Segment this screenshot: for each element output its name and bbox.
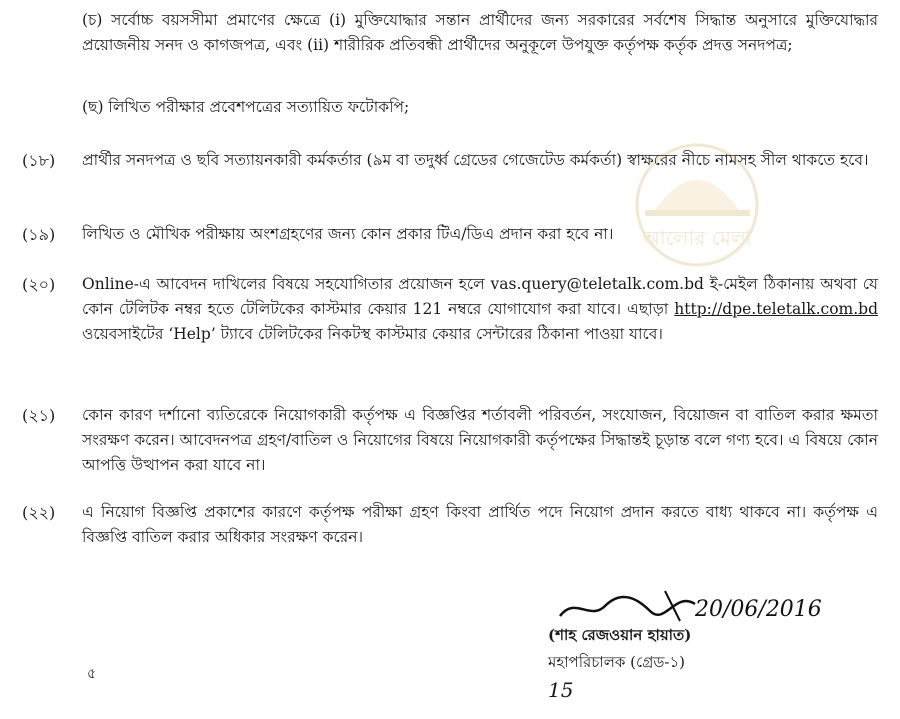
item-text: Online-এ আবেদন দাখিলের বিষয়ে সহযোগিতার প্রয়োজন হলে vas.query@teletalk.com.bd ই-মেইল ঠিকানায় অথবা যে কোন টেলিটক নম্বর হতে টেলিটকের কাস্টমার কেয়ার 121 নম্বরে যোগাযোগ করা যাবে। এছাড়া <box>82 275 878 318</box>
signatory-title: মহাপরিচালক (গ্রেড-১) <box>548 653 686 671</box>
item-22 <box>82 500 878 550</box>
item-number: (১৯) <box>22 225 56 244</box>
item-text: কোন কারণ দর্শানো ব্যতিরেকে নিয়োগকারী কর্তৃপক্ষ এ বিজ্ঞপ্তির শর্তাবলী পরিবর্তন, সংযোজন, বিয়োজন বা বাতিল করার ক্ষমতা সংরক্ষণ করেন। আবেদনপত্র গ্রহণ/বাতিল ও নিয়োগের বিষয়ে নিয়োগকারী কর্তৃপক্ষের সিদ্ধান্তই চূড়ান্ত বলে গণ্য হবে। এ বিষয়ে কোন আপত্তি উত্থাপন করা যাবে না। <box>82 406 878 474</box>
item-18 <box>82 148 878 173</box>
item-text: ওয়েবসাইটের ‘Help’ ট্যাবে টেলিটকের নিকটস্থ কাস্টমার কেয়ার সেন্টারের ঠিকানা পাওয়া যাবে। <box>82 325 663 343</box>
signature-date: 20/06/2016 <box>695 597 822 622</box>
item-text: প্রার্থীর সনদপত্র ও ছবি সত্যায়নকারী কর্মকর্তার (৯ম বা তদুর্ধ্ব গ্রেডের গেজেটেড কর্মকর্তা) স্বাক্ষরের নীচে নামসহ সীল থাকতে হবে। <box>82 151 869 169</box>
item-19 <box>82 222 878 247</box>
website-link[interactable]: http://dpe.teletalk.com.bd <box>674 300 878 318</box>
clause-cha-text: (চ) সর্বোচ্চ বয়সসীমা প্রমাণের ক্ষেত্রে (i) মুক্তিযোদ্ধার সন্তান প্রার্থীদের জন্য সরকারের সর্বশেষ সিদ্ধান্ত অনুসারে মুক্তিযোদ্ধার প্রয়োজনীয় সনদ ও কাগজপত্র, এবং (ii) শারীরিক প্রতিবন্ধী প্রার্থীদের অনুকূলে উপযুক্ত কর্তৃপক্ষ কর্তৃক প্রদত্ত সনদপত্র; <box>82 11 878 54</box>
clause-chha-text: (ছ) লিখিত পরীক্ষার প্রবেশপত্রের সত্যায়িত ফটোকপি; <box>82 98 410 116</box>
clause-cha <box>82 8 878 58</box>
item-text: লিখিত ও মৌখিক পরীক্ষায় অংশগ্রহণের জন্য কোন প্রকার টিএ/ডিএ প্রদান করা হবে না। <box>82 225 614 243</box>
signatory-name: (শাহ রেজওয়ান হায়াত) <box>548 626 692 644</box>
item-number: (২১) <box>22 406 56 425</box>
item-21 <box>82 403 878 478</box>
watermark-text: আলোর মেলা <box>642 226 752 250</box>
item-number: (২২) <box>22 503 56 522</box>
page-mark: ৫ <box>87 666 97 682</box>
clause-chha <box>82 95 878 120</box>
item-number: (১৮) <box>22 151 56 170</box>
item-text: এ নিয়োগ বিজ্ঞপ্তি প্রকাশের কারণে কর্তৃপক্ষ পরীক্ষা গ্রহণ কিংবা প্রার্থিত পদে নিয়োগ প্রদান করতে বাধ্য থাকবে না। কর্তৃপক্ষ এ বিজ্ঞপ্তি বাতিল করার অধিকার সংরক্ষণ করেন। <box>82 503 878 546</box>
item-20 <box>82 272 878 347</box>
item-number: (২০) <box>22 275 56 294</box>
handwritten-page-number: 15 <box>548 678 574 702</box>
